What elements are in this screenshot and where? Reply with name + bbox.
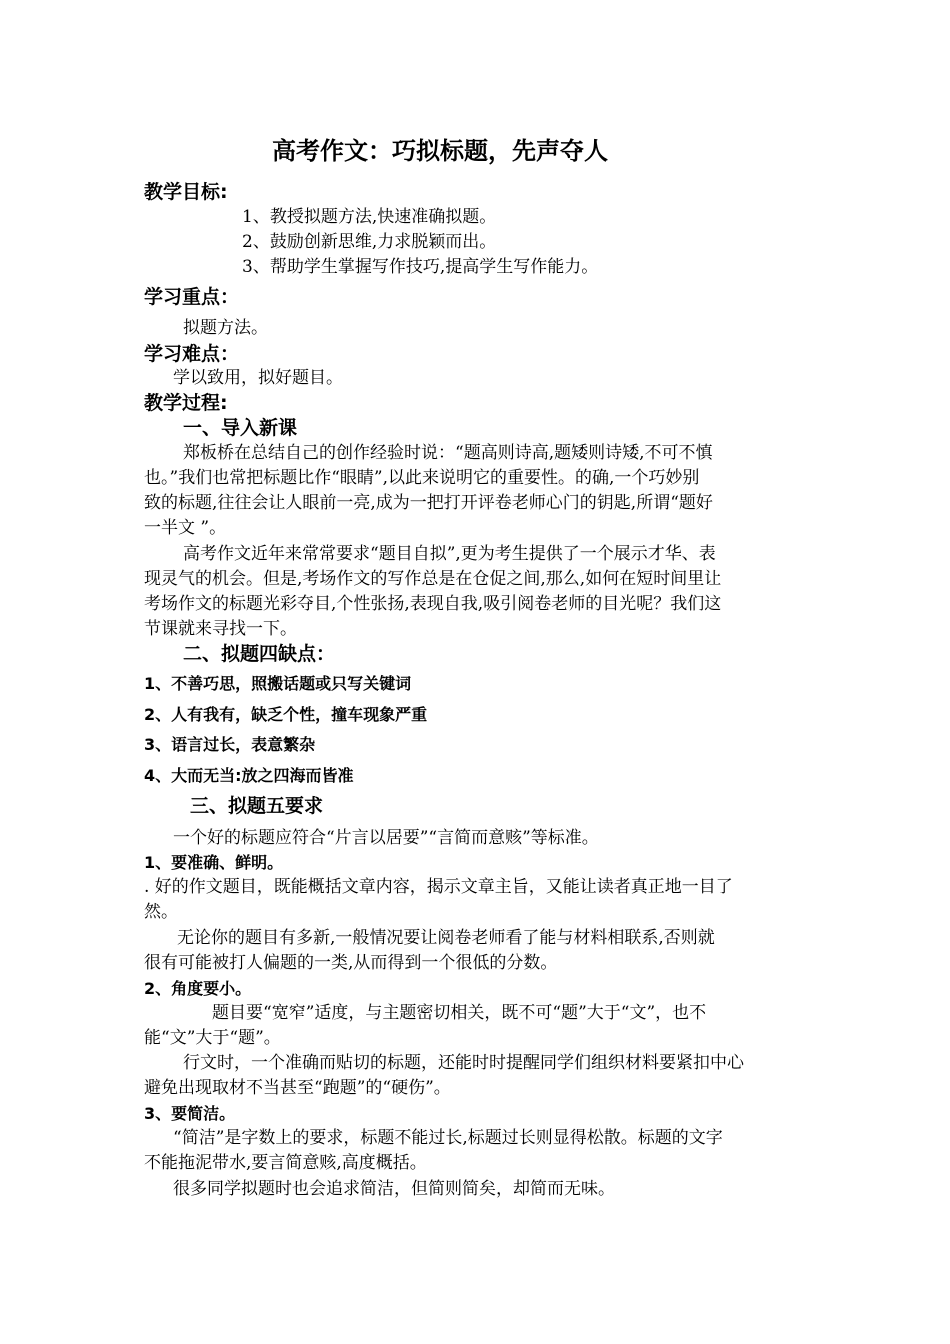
paragraph-line: 郑板桥在总结自己的创作经验时说：“题高则诗高,题矮则诗矮,不可不慎 (183, 443, 713, 463)
paragraph-line: 无论你的题目有多新,一般情况要让阅卷老师看了能与材料相联系,否则就 (177, 928, 715, 948)
paragraph-line: 也。”我们也常把标题比作“眼睛”,以此来说明它的重要性。的确,一个巧妙别 (144, 468, 700, 488)
objectives-heading: 教学目标: (144, 181, 228, 203)
requirement-heading: 2、角度要小。 (144, 979, 252, 998)
paragraph-line: 行文时，一个准确而贴切的标题，还能时时提醒同学们组织材料要紧扣中心 (183, 1053, 744, 1073)
paragraph-line: 一半文 ”。 (144, 518, 227, 538)
section-heading-defects: 二、拟题四缺点： (183, 643, 336, 665)
section-heading-intro: 一、导入新课 (183, 417, 298, 439)
page-title: 高考作文：巧拟标题，先声夺人 (272, 137, 608, 165)
defect-item: 3、语言过长，表意繁杂 (144, 735, 316, 754)
requirement-heading: 3、要简洁。 (144, 1104, 236, 1123)
difficulty-text: 学以致用，拟好题目。 (173, 368, 343, 388)
paragraph-line: 考场作文的标题光彩夺目,个性张扬,表现自我,吸引阅卷老师的目光呢？我们这 (144, 594, 722, 614)
requirements-intro: 一个好的标题应符合“片言以居要”“言简而意赅”等标准。 (173, 828, 599, 848)
key-point-text: 拟题方法。 (183, 318, 268, 338)
objective-item: 3、帮助学生掌握写作技巧,提高学生写作能力。 (242, 257, 599, 277)
paragraph-line: . 好的作文题目，既能概括文章内容，揭示文章主旨，又能让读者真正地一目了 (144, 877, 733, 897)
objective-item: 2、鼓励创新思维,力求脱颖而出。 (242, 232, 497, 252)
paragraph-line: 避免出现取材不当甚至“跑题”的“硬伤”。 (144, 1078, 451, 1098)
paragraph-line: 然。 (144, 902, 178, 922)
paragraph-line: 高考作文近年来常常要求“题目自拟”,更为考生提供了一个展示才华、表 (183, 544, 716, 564)
process-heading: 教学过程: (144, 392, 228, 414)
objective-item: 1、教授拟题方法,快速准确拟题。 (242, 207, 497, 227)
difficulty-heading: 学习难点： (144, 343, 240, 365)
defect-item: 2、人有我有，缺乏个性，撞车现象严重 (144, 705, 428, 724)
paragraph-line: 很有可能被打人偏题的一类,从而得到一个很低的分数。 (144, 953, 558, 973)
paragraph-line: 节课就来寻找一下。 (144, 619, 297, 639)
paragraph-line: 致的标题,往往会让人眼前一亮,成为一把打开评卷老师心门的钥匙,所谓“题好 (144, 493, 713, 513)
paragraph-line: “简洁”是字数上的要求，标题不能过长,标题过长则显得松散。标题的文字 (173, 1128, 723, 1148)
paragraph-line: 现灵气的机会。但是,考场作文的写作总是在仓促之间,那么,如何在短时间里让 (144, 569, 722, 589)
paragraph-line: 能“文”大于“题”。 (144, 1028, 281, 1048)
requirement-heading: 1、要准确、鲜明。 (144, 853, 284, 872)
paragraph-line: 不能拖泥带水,要言简意赅,高度概括。 (144, 1153, 427, 1173)
defect-item: 4、大而无当:放之四海而皆准 (144, 766, 354, 785)
paragraph-line: 很多同学拟题时也会追求简洁，但简则简矣，却简而无味。 (173, 1179, 615, 1199)
defect-item: 1、不善巧思，照搬话题或只写关键词 (144, 674, 412, 693)
paragraph-line: 题目要“宽窄”适度，与主题密切相关，既不可“题”大于“文”，也不 (212, 1003, 707, 1023)
key-point-heading: 学习重点： (144, 286, 240, 308)
section-heading-requirements: 三、拟题五要求 (190, 795, 324, 817)
